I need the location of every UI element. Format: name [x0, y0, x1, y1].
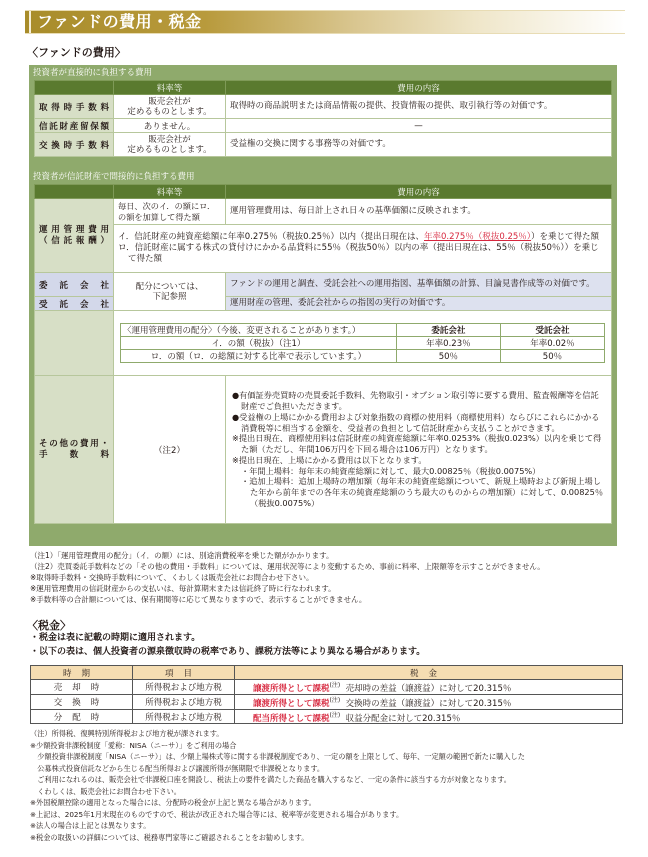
tax-item: 所得税および地方税: [133, 709, 235, 724]
other-item: ※提出日現在、上場にかかる費用は以下となります。: [232, 454, 427, 465]
item-i-current-rate: 年率0.275％（税抜0.25％）: [424, 232, 532, 242]
alloc-cell: [114, 311, 612, 376]
tax-col-tax: 税金: [235, 666, 623, 680]
tax-notes: [30, 728, 630, 843]
mgmt-content: 運用管理費用は、毎日計上され日々の基準価額に反映されます。: [226, 199, 612, 225]
indirect-fees-table: [34, 184, 612, 524]
table-row: [35, 199, 612, 225]
table-row: [35, 273, 612, 297]
col-content: 費用の内容: [226, 185, 612, 199]
page-title: ファンドの費用・税金: [29, 11, 202, 33]
trustee-label: 受託会社: [35, 297, 114, 311]
row-label: 交換時手数料: [35, 133, 114, 157]
indirect-group-label: 投資者が信託財産で間接的に負担する費用: [33, 172, 195, 182]
tax-note: くわしくは、販売会社にお問合わせ下さい。: [30, 786, 181, 796]
fees-section-title: 〈ファンドの費用〉: [27, 46, 126, 59]
tax-note-mark: (注): [329, 696, 341, 704]
other-label-2: 手数料: [39, 449, 109, 460]
trustor-label: 委託会社: [35, 273, 114, 297]
alloc-row-label: ロ．の額（ロ．の総額に対する比率で表示しています。）: [121, 350, 397, 363]
trustor-content: ファンドの運用と調査、受託会社への運用指図、基準価額の計算、目論見書作成等の対価です。: [226, 273, 612, 297]
tax-item: 所得税および地方税: [133, 694, 235, 709]
mgmt-fee-label: [35, 199, 114, 273]
row-content: 受益権の交換に関する事務等の対価です。: [226, 133, 612, 157]
alloc-header: 〈運用管理費用の配分〉（今後、変更されることがあります。）: [121, 324, 397, 337]
alloc-trustor-value: 年率0.23％: [396, 337, 500, 350]
row-rate: 販売会社が 定めるものとします。: [114, 133, 226, 157]
other-item: ●受益権の上場にかかる費用および対象指数の商標の使用料（商標使用料）ならびにこれらにかかる消費税等に相当する金額を、受益者の負担として信託財産から支払うことができます。: [232, 411, 600, 433]
tax-type: 譲渡所得として課税: [253, 683, 330, 694]
trustee-content: 運用財産の管理、委託会社からの指図の実行の対価です。: [226, 297, 612, 311]
table-row: [35, 133, 612, 157]
mgmt-label-1: 運用管理費用: [39, 224, 109, 235]
col-content: 費用の内容: [226, 81, 612, 95]
direct-group-label: 投資者が直接的に負担する費用: [33, 68, 153, 78]
other-content: [226, 376, 612, 524]
fee-notes: [30, 550, 630, 605]
mgmt-detail: [114, 225, 612, 273]
table-row: [35, 119, 612, 133]
row-content: —: [226, 119, 612, 133]
tax-note: ご利用になれるのは、販売会社で非課税口座を開設し、税法上の要件を満たした商品を購入するなど、一定の条件に該当する方が対象となります。: [30, 775, 511, 784]
col-rate: 料率等: [114, 81, 226, 95]
item-i-pre: イ．信託財産の純資産総額に年率0.275％（税抜0.25％）以内（提出日現在は、: [118, 232, 424, 242]
other-item: ●有価証券売買時の売買委託手数料、先物取引・オプション取引等に要する費用、監査報酬等を信託財産でご負担いただきます。: [232, 390, 599, 411]
tax-desc: 交換時の差益（譲渡益）に対して20.315％: [345, 698, 512, 709]
row-label: 信託財産留保額: [35, 119, 114, 133]
item-ro: ロ．信託財産に属する株式の貸付けにかかる品貸料に55％（税抜50％）以内の率（提出日現在は、55％（税抜50％））を乗じて得た額: [118, 243, 599, 264]
table-row: [35, 311, 612, 376]
tax-period: 売却時: [31, 680, 133, 695]
tax-desc: 売却時の差益（譲渡益）に対して20.315％: [345, 683, 512, 694]
tax-note: ※法人の場合は上記とは異なります。: [30, 821, 151, 830]
tax-type: 譲渡所得として課税: [253, 698, 330, 709]
row-label: 取得時手数料: [35, 95, 114, 119]
other-item: ※提出日現在、商標使用料は信託財産の純資産総額に年率0.0253%（税抜0.023%）以内を乗じて得た額（ただし、年間106万円を下回る場合は106万円）となります。: [232, 433, 602, 455]
tax-desc: 収益分配金に対して20.315％: [345, 713, 461, 724]
alloc-trustee-value: 年率0.02％: [500, 337, 604, 350]
fees-frame: [29, 65, 617, 546]
alloc-row: [121, 337, 605, 350]
tax-type: 配当所得として課税: [253, 713, 330, 724]
other-rate: （注2）: [114, 376, 226, 524]
tax-row: [31, 680, 623, 695]
tax-item: 所得税および地方税: [133, 680, 235, 695]
row-rate: ありません。: [114, 119, 226, 133]
fee-note: ※取得時手数料・交換時手数料について、くわしくは販売会社にお問合わせ下さい。: [30, 573, 314, 582]
tax-table: [30, 665, 623, 724]
row-content: 取得時の商品説明または商品情報の提供、投資情報の提供、取引執行等の対価です。: [226, 95, 612, 119]
tax-note: （注）所得税、復興特別所得税および地方税が課されます。: [30, 729, 224, 738]
tax-note: 公募株式投資信託などから生じる配当所得および譲渡所得が無期限で非課税となります。: [30, 763, 325, 773]
alloc-row-label: イ．の額（税抜）（注1）: [121, 337, 397, 350]
alloc-header-trustee: 受託会社: [500, 324, 604, 337]
alloc-trustor-value: 50％: [396, 350, 500, 363]
alloc-header-trustor: 委託会社: [396, 324, 500, 337]
alloc-table: [120, 323, 605, 363]
mgmt-label-2: （信託報酬）: [39, 235, 109, 246]
item-i-post: ）を乗じて得た額: [531, 232, 600, 242]
tax-row: [31, 709, 623, 724]
other-label-1: その他の費用・: [39, 438, 109, 449]
col-rate: 料率等: [114, 185, 226, 199]
tax-note-mark: (注): [329, 711, 341, 719]
tax-bullet: ・以下の表は、個人投資者の源泉徴収時の税率であり、課税方法等により異なる場合があります。: [30, 647, 426, 657]
table-row: [35, 376, 612, 524]
fee-note: （注1）「運用管理費用の配分」（イ．の額）には、別途消費税率を乗じた額がかかります。: [30, 551, 334, 560]
alloc-row: [121, 350, 605, 363]
table-row: [35, 225, 612, 273]
alloc-trustee-value: 50％: [500, 350, 604, 363]
tax-note: ※外国税額控除の適用となった場合には、分配時の税金が上記と異なる場合があります。: [30, 798, 316, 807]
tax-note: ※税金の取扱いの詳細については、税務専門家等にご確認されることをお勧めします。: [30, 832, 309, 842]
fee-note: （注2）売買委託手数料などの「その他の費用・手数料」については、運用状況等により変動するため、事前に料率、上限額等を示すことができません。: [30, 562, 545, 571]
table-row: [35, 95, 612, 119]
tax-note: ※上記は、2025年1月末現在のものですので、税法が改正された場合等には、税率等が変更される場合があります。: [30, 809, 404, 819]
tax-note: 少額投資非課税制度「NISA（ニーサ）」は、少額上場株式等に関する非課税制度であり、一定の額を上限として、毎年、一定額の範囲で新たに購入した: [30, 752, 525, 761]
fee-note: ※手数料等の合計額については、保有期間等に応じて異なりますので、表示することができません。: [30, 595, 367, 604]
tax-col-item: 項目: [133, 666, 235, 680]
tax-col-period: 時期: [31, 666, 133, 680]
tax-section-title: 〈税金〉: [27, 619, 71, 632]
tax-note-mark: (注): [329, 682, 341, 689]
other-item: ・追加上場料：追加上場時の増加額（毎年末の純資産総額について、新規上場時および新規上場した年から前年までの各年末の純資産総額のうち最大のものからの増加額）に対して、0.00825％（税抜0.0075%）: [241, 476, 604, 509]
row-rate: 販売会社が 定めるものとします。: [114, 95, 226, 119]
fee-note: ※運用管理費用の信託財産からの支払いは、毎計算期末または信託終了時に行なわれます。: [30, 584, 336, 593]
other-item: ・年間上場料：毎年末の純資産総額に対して、最大0.00825％（税抜0.0075%）: [241, 465, 541, 476]
tax-period: 分配時: [31, 709, 133, 724]
tax-row: [31, 694, 623, 709]
title-banner: [25, 10, 625, 34]
mgmt-rate: 毎日、次のイ．の額にロ．の額を加算して得た額: [114, 199, 226, 225]
other-fee-label: [35, 376, 114, 524]
alloc-rate: 配分については、 下記参照: [114, 273, 226, 311]
direct-fees-table: [34, 80, 612, 157]
item-i: [118, 232, 607, 243]
tax-note: ※少額投資非課税制度「愛称：NISA（ニーサ）」をご利用の場合: [30, 740, 237, 750]
tax-bullet: ・税金は表に記載の時期に適用されます。: [30, 633, 201, 643]
tax-period: 交換時: [31, 694, 133, 709]
